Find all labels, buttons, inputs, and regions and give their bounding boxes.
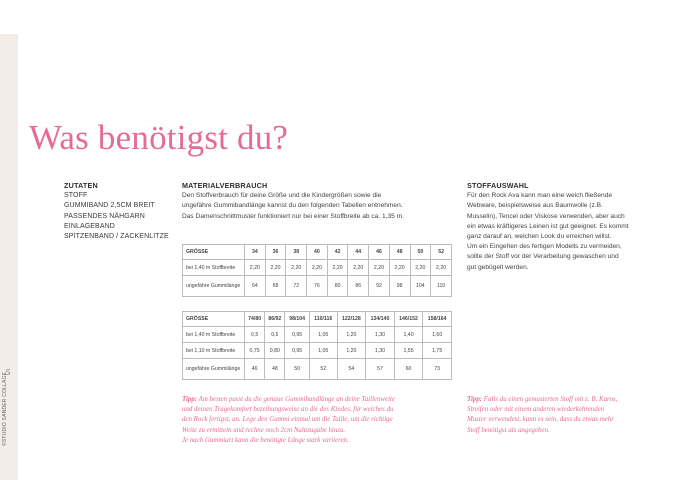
zutaten-section [64, 181, 174, 242]
tip-label: Tipp: [467, 396, 483, 403]
value-cell: 2,20 [286, 260, 307, 276]
value-cell: 2,20 [431, 260, 452, 276]
text-line: gut gebügelt werden. [467, 263, 529, 271]
size-cell: 48 [389, 245, 410, 260]
value-cell: 0,95 [285, 327, 309, 343]
row-label: ungefähre Gummilänge [183, 276, 245, 297]
size-cell: 158/164 [423, 312, 452, 327]
value-cell: 2,20 [307, 260, 328, 276]
value-cell: 1,60 [423, 327, 452, 343]
value-cell: 2,20 [369, 260, 390, 276]
size-cell: 110/116 [309, 312, 337, 327]
value-cell: 73 [423, 359, 452, 380]
text-line: den Rock fertigst, an. Lege den Gummi einmal um die Taille, um die richtige [182, 416, 393, 424]
row-label: ungefähre Gummilänge [183, 359, 245, 380]
text-line: Um ein Eingehen des fertigen Modells zu vermeiden, [467, 243, 622, 251]
kids-size-table [182, 311, 452, 380]
list-item: EINLAGEBAND [64, 222, 115, 230]
text-line: sollte der Stoff vor der Verarbeitung gewaschen und [467, 253, 619, 261]
materialverbrauch-section [182, 181, 452, 222]
page-number: 5 [6, 368, 10, 377]
table-row [183, 343, 452, 359]
size-cell: 50 [410, 245, 431, 260]
value-cell: 104 [410, 276, 431, 297]
value-cell: 1,55 [394, 343, 423, 359]
row-label: bei 1,40 m Stoffbreite [183, 260, 245, 276]
value-cell: 48 [265, 359, 285, 380]
women-size-table [182, 244, 452, 297]
list-item: PASSENDES NÄHGARN [64, 212, 145, 220]
table-header-label: GRÖSSE [183, 245, 245, 260]
value-cell: 0,80 [265, 343, 285, 359]
value-cell: 46 [245, 359, 265, 380]
size-cell: 52 [431, 245, 452, 260]
size-cell: 36 [265, 245, 286, 260]
text-line: Musselin), Tencel oder Viskose verwenden, aber auch [467, 212, 625, 220]
size-cell: 134/140 [366, 312, 395, 327]
text-line: Für den Rock Ava kann man eine weich fließende [467, 192, 613, 200]
value-cell: 110 [431, 276, 452, 297]
stoffauswahl-text [467, 191, 645, 273]
value-cell: 0,5 [245, 327, 265, 343]
zutaten-heading: ZUTATEN [64, 181, 98, 190]
value-cell: 0,5 [265, 327, 285, 343]
value-cell: 2,20 [410, 260, 431, 276]
materialverbrauch-text [182, 191, 452, 222]
tip-elastic-length [182, 395, 454, 446]
text-line: ungefähre Gummibandlänge kannst du den folgenden Tabellen entnehmen. [182, 202, 403, 210]
size-cell: 40 [307, 245, 328, 260]
table-row [183, 260, 452, 276]
table-header-row [183, 312, 452, 327]
value-cell: 86 [348, 276, 369, 297]
value-cell: 92 [369, 276, 390, 297]
text-line: Je nach Gummiart kann die benötigte Länge stark variieren. [182, 436, 349, 444]
value-cell: 0,95 [285, 343, 309, 359]
text-line: Stoff benötigst als angegeben. [467, 426, 550, 434]
copyright-note: ©STUDIO SANDER COLLAGE [2, 371, 8, 446]
value-cell: 50 [285, 359, 309, 380]
value-cell: 1,30 [366, 327, 395, 343]
value-cell: 1,05 [309, 327, 337, 343]
size-cell: 44 [348, 245, 369, 260]
value-cell: 57 [366, 359, 395, 380]
value-cell: 2,20 [327, 260, 348, 276]
value-cell: 72 [286, 276, 307, 297]
size-cell: 98/104 [285, 312, 309, 327]
value-cell: 60 [394, 359, 423, 380]
value-cell: 64 [245, 276, 266, 297]
row-label: bei 1,40 m Stoffbreite [183, 327, 245, 343]
value-cell: 76 [307, 276, 328, 297]
table-row [183, 327, 452, 343]
value-cell: 1,20 [337, 343, 366, 359]
value-cell: 98 [389, 276, 410, 297]
table-header-row [183, 245, 452, 260]
size-cell: 38 [286, 245, 307, 260]
list-item: STOFF [64, 192, 88, 200]
text-line: und deinen Tragekomfort bezeihungsweise an die des Kindes, für welches du [182, 406, 394, 414]
value-cell: 2,20 [348, 260, 369, 276]
size-cell: 74/80 [245, 312, 265, 327]
size-cell: 146/152 [394, 312, 423, 327]
size-cell: 42 [327, 245, 348, 260]
stoffauswahl-section [467, 181, 645, 273]
text-line: Den Stoffverbrauch für deine Größe und die Kindergrößen sowie die [182, 192, 382, 200]
list-item: SPITZENBAND / ZACKENLITZE [64, 233, 169, 241]
text-line: Weite zu ermitteln und rechne noch 2cm Nahtzugabe hinzu. [182, 426, 346, 434]
value-cell: 52 [309, 359, 337, 380]
zutaten-list [64, 191, 174, 242]
value-cell: 0,75 [245, 343, 265, 359]
value-cell: 1,30 [366, 343, 395, 359]
tip-patterned-fabric [467, 395, 657, 436]
row-label: bei 1,10 m Stoffbreite [183, 343, 245, 359]
text-line: Streifen oder mit einem anderen wiederkehrenden [467, 406, 605, 414]
value-cell: 1,20 [337, 327, 366, 343]
table-header-label: GRÖSSE [183, 312, 245, 327]
text-line: Webware, beispielsweise aus Baumwolle (z.B. [467, 202, 603, 210]
value-cell: 2,20 [245, 260, 266, 276]
value-cell: 1,75 [423, 343, 452, 359]
value-cell: 2,20 [389, 260, 410, 276]
value-cell: 1,05 [309, 343, 337, 359]
value-cell: 68 [265, 276, 286, 297]
size-cell: 46 [369, 245, 390, 260]
page-title: Was benötigst du? [29, 118, 289, 157]
value-cell: 54 [337, 359, 366, 380]
materialverbrauch-heading: MATERIALVERBRAUCH [182, 181, 268, 190]
value-cell: 2,20 [265, 260, 286, 276]
size-cell: 86/92 [265, 312, 285, 327]
value-cell: 80 [327, 276, 348, 297]
value-cell: 1,40 [394, 327, 423, 343]
text-line: Muster verwendest, kann es sein, dass du etwas mehr [467, 416, 614, 424]
size-cell: 122/128 [337, 312, 366, 327]
text-line: Am besten passt du die genaue Gummibandlänge an deine Taillenweite [198, 396, 395, 403]
size-cell: 34 [245, 245, 266, 260]
stoffauswahl-heading: STOFFAUSWAHL [467, 181, 529, 190]
tip-label: Tipp: [182, 396, 198, 403]
text-line: ganz darauf an, welchen Look du erreichen willst. [467, 233, 612, 241]
text-line: Falls du einen gemusterten Stoff mit z. B. Karos, [483, 396, 618, 403]
text-line: ein etwas kräftigeres Leinen ist gut geeignet. Es kommt [467, 222, 629, 230]
table-row [183, 359, 452, 380]
list-item: GUMMIBAND 2,5CM BREIT [64, 202, 155, 210]
table-row [183, 276, 452, 297]
text-line: Das Damenschnittmuster funktioniert nur bei einer Stoffbreite ab ca. 1,35 m. [182, 212, 404, 220]
